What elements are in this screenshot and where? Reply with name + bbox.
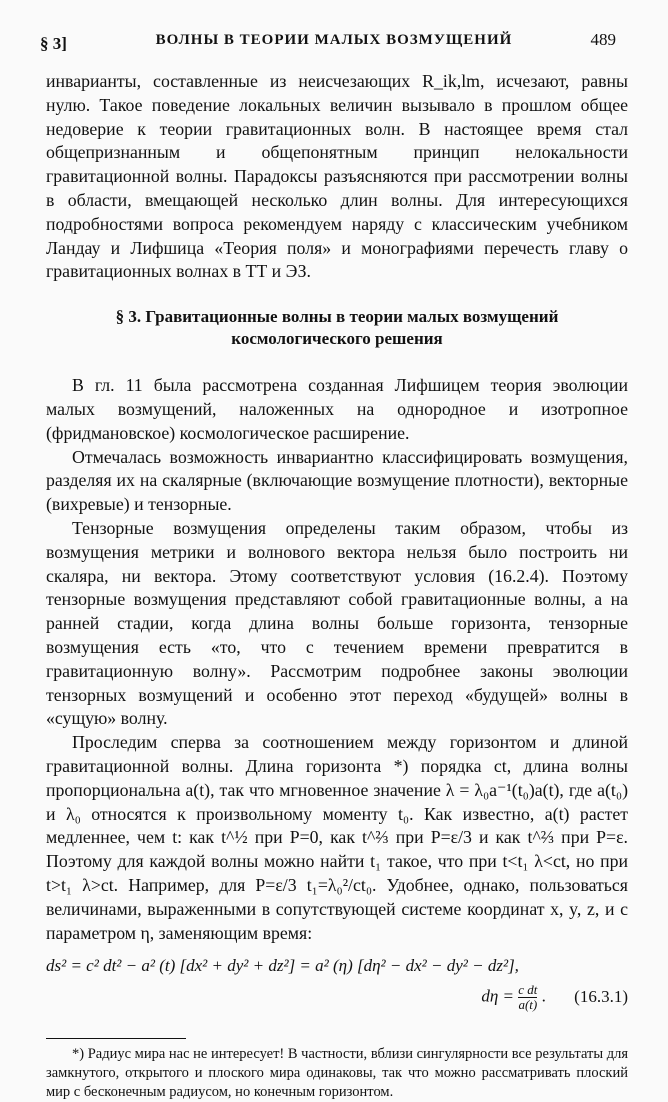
fraction-numerator: c dt: [518, 982, 538, 998]
section-heading: § 3. Гравитационные волны в теории малых возмущений космологического решения: [115, 307, 559, 349]
equation-number: (16.3.1): [574, 986, 628, 1006]
running-header: [40, 28, 628, 54]
header-section: § 3]: [40, 34, 67, 53]
footnote: *) Радиус мира нас не интересует! В частности, вблизи сингулярности все результаты для замкнутого, открытого и плоского мира одинаковы, так что можно рассматривать плоский мир с бесконечным радиусом, но конечным горизонтом.: [46, 1046, 628, 1101]
equation-line-2: [46, 983, 628, 1012]
equation-lhs: dη =: [481, 986, 515, 1006]
paragraph-continued: инварианты, составленные из неисчезающих R_ik,lm, исчезают, равны нулю. Такое поведение локальных величин вызывало в прошлом общее недоверие к теории гравитационных волн. В настоящее время стал общепризнанным и общепонятным принцип нелокальности гравитационной волны. Парадоксы разъясняются при рассмотрении волны в области, вмещающей несколько длин волны. Для интересующихся подробностями вопроса рекомендуем наряду с классическим учебником Ландау и Лифшица «Теория поля» и монографиями перечесть главу о гравитационных волнах в ТТ и ЭЗ.: [46, 71, 628, 282]
footnote-rule: [46, 1038, 186, 1039]
paragraph: Тензорные возмущения определены таким образом, чтобы из возмущения метрики и волнового вектора нельзя было построить ни скаляра, ни вектора. Этому соответствуют условия (16.2.4). Поэтому тензорные возмущения представляют собой гравитационные волны, а на ранней стадии, когда длина волны больше горизонта, тензорные возмущения есть «то, что с течением времени превратится в гравитационную волну». Рассмотрим подробнее законы эволюции тензорных возмущений и особенно этот переход «будущей» волны в «сущую» волну.: [46, 517, 628, 729]
equation-line-1: ds² = c² dt² − a² (t) [dx² + dy² + dz²] = a² (η) [dη² − dx² − dy² − dz²],: [46, 956, 519, 976]
page-body: [46, 70, 628, 1102]
fraction-denominator: a(t): [518, 997, 538, 1013]
paragraph: В гл. 11 была рассмотрена созданная Лифшицем теория эволюции малых возмущений, наложенных на однородное и изотропное (фридмановское) космологическое расширение.: [46, 375, 628, 443]
header-title: ВОЛНЫ В ТЕОРИИ МАЛЫХ ВОЗМУЩЕНИЙ: [155, 32, 513, 48]
page-number: 489: [590, 30, 616, 49]
equation-fraction: [518, 983, 537, 1012]
paragraph: Проследим сперва за соотношением между горизонтом и длиной гравитационной волны. Длина горизонта *) порядка ct, длина волны пропорциональна a(t), так что мгновенное значение λ = λ₀a⁻¹(t₀)a(t), где a(t₀) и λ₀ относятся к произвольному моменту t₀. Как известно, a(t) растет медленнее, чем t: как t^½ при P=0, как t^⅔ при P=ε/3 и как t^⅔ при P=ε. Поэтому для каждой волны можно найти t₁ такое, что при t<t₁ λ<ct, но при t>t₁ λ>ct. Например, для P=ε/3 t₁=λ₀²/ct₀. Удобнее, однако, пользоваться величинами, выраженными в сопутствующей системе координат x, y, z, и с параметром η, заменяющим время:: [46, 732, 628, 943]
equation-tail: .: [541, 986, 546, 1006]
paragraph: Отмечалась возможность инвариантно классифицировать возмущения, разделяя их на скалярные (включающие возмущение плотности), векторные (вихревые) и тензорные.: [46, 446, 628, 515]
